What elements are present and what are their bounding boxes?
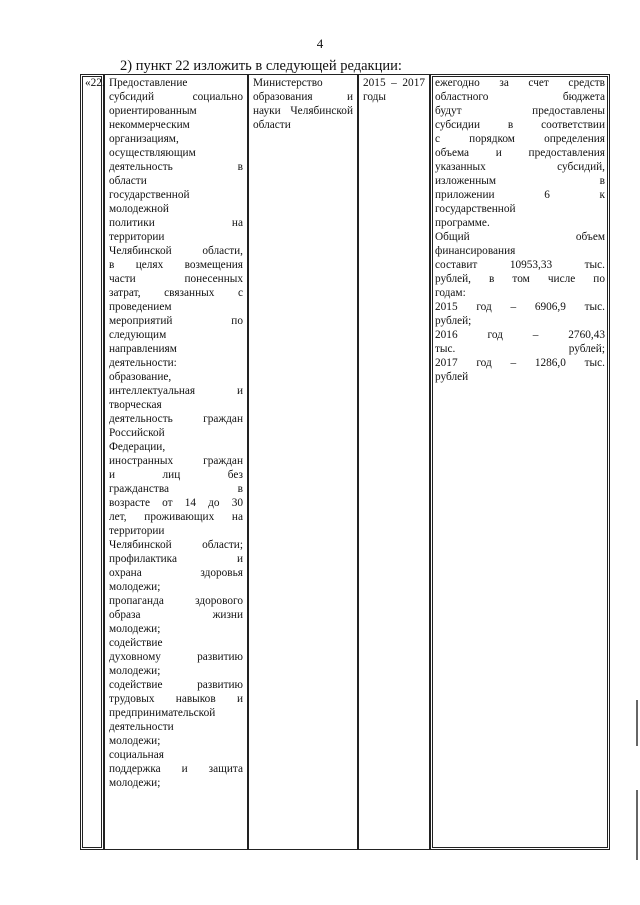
implementation-period	[363, 76, 425, 104]
funding-line: Общий объем	[435, 231, 605, 243]
description-line: в целях возмещения	[109, 259, 243, 271]
description-line: направлениям	[109, 343, 177, 355]
description-line: гражданства в	[109, 483, 243, 495]
description-line: Челябинской области;	[109, 539, 243, 551]
funding-line: составит 10953,33 тыс.	[435, 259, 605, 271]
funding-line: финансирования	[435, 245, 516, 257]
description-line: молодежи;	[109, 665, 161, 677]
description-line: политики на	[109, 217, 243, 229]
scan-edge-mark	[636, 700, 638, 746]
funding-line: указанных субсидий,	[435, 161, 605, 173]
description-line: государственной	[109, 189, 190, 201]
table-row	[80, 74, 610, 850]
description-line: ориентированным	[109, 105, 197, 117]
funding-line: объема и предоставления	[435, 147, 605, 159]
executor-line: области	[253, 119, 291, 131]
description-line: трудовых навыков и	[109, 693, 243, 705]
description-line: деятельность граждан	[109, 413, 243, 425]
description-line: Предоставление	[109, 77, 188, 89]
description-line: молодежи;	[109, 735, 161, 747]
description-line: деятельности:	[109, 357, 177, 369]
description-line: проведением	[109, 301, 172, 313]
description-line: пропаганда здорового	[109, 595, 243, 607]
funding-line: рублей;	[435, 315, 472, 327]
measure-description	[109, 76, 243, 790]
funding-line: областного бюджета	[435, 91, 605, 103]
description-line: охрана здоровья	[109, 567, 243, 579]
description-line: духовному развитию	[109, 651, 243, 663]
scan-edge-mark	[636, 790, 638, 860]
funding-line: изложенным в	[435, 175, 605, 187]
executor-line: Министерство	[253, 77, 323, 89]
funding-cell	[430, 74, 610, 850]
description-line: возрасте от 14 до 30	[109, 497, 243, 509]
description-line: некоммерческим	[109, 119, 190, 131]
description-line: Федерации,	[109, 441, 166, 453]
executor-line: науки Челябинской	[253, 105, 353, 117]
description-line: деятельность в	[109, 161, 243, 173]
description-line: субсидий социально	[109, 91, 243, 103]
description-line: предпринимательской	[109, 707, 216, 719]
description-line: осуществляющим	[109, 147, 196, 159]
responsible-executor	[253, 76, 353, 132]
funding-line: с порядком определения	[435, 133, 605, 145]
page-number: 4	[316, 36, 324, 51]
description-line: мероприятий по	[109, 315, 243, 327]
description-line: лет, проживающих на	[109, 511, 243, 523]
funding-line: программе.	[435, 217, 490, 229]
description-line: затрат, связанных с	[109, 287, 243, 299]
description-line: и лиц без	[109, 469, 243, 481]
funding-line: субсидии в соответствии	[435, 119, 605, 131]
description-line: социальная	[109, 749, 164, 761]
description-line: молодежи;	[109, 777, 161, 789]
period-line: 2015 – 2017	[363, 77, 425, 89]
description-line: творческая	[109, 399, 162, 411]
funding-line: годам:	[435, 287, 466, 299]
amendment-table	[80, 74, 610, 850]
executor-cell	[248, 74, 358, 850]
description-line: территории	[109, 231, 165, 243]
period-line: годы	[363, 91, 387, 103]
description-line: следующим	[109, 329, 167, 341]
funding-line: приложении 6 к	[435, 189, 605, 201]
description-line: Российской	[109, 427, 165, 439]
description-line: территории	[109, 525, 165, 537]
amendment-intro: 2) пункт 22 изложить в следующей редакции:	[120, 58, 402, 74]
description-line: части понесенных	[109, 273, 243, 285]
description-line: молодежной	[109, 203, 169, 215]
description-line: поддержка и защита	[109, 763, 243, 775]
funding-line: 2017 год – 1286,0 тыс.	[435, 357, 605, 369]
funding-line: ежегодно за счет средств	[435, 77, 605, 89]
description-cell	[104, 74, 248, 850]
funding-line: государственной	[435, 203, 516, 215]
description-line: молодежи;	[109, 623, 161, 635]
description-line: содействие развитию	[109, 679, 243, 691]
funding-line: будут предоставлены	[435, 105, 605, 117]
description-line: деятельности	[109, 721, 174, 733]
description-line: образование,	[109, 371, 172, 383]
item-number: «22.	[85, 77, 105, 89]
description-line: содействие	[109, 637, 163, 649]
description-line: иностранных граждан	[109, 455, 243, 467]
period-cell	[358, 74, 430, 850]
description-line: Челябинской области,	[109, 245, 243, 257]
description-line: молодежи;	[109, 581, 161, 593]
funding-line: 2016 год – 2760,43	[435, 329, 605, 341]
description-line: интеллектуальная и	[109, 385, 243, 397]
description-line: области	[109, 175, 147, 187]
funding-line: рублей	[435, 371, 469, 383]
executor-line: образования и	[253, 91, 353, 103]
funding-description	[435, 76, 605, 384]
funding-line: 2015 год – 6906,9 тыс.	[435, 301, 605, 313]
funding-line: тыс. рублей;	[435, 343, 605, 355]
item-number-cell	[80, 74, 104, 850]
description-line: образа жизни	[109, 609, 243, 621]
description-line: профилактика и	[109, 553, 243, 565]
description-line: организациям,	[109, 133, 179, 145]
funding-line: рублей, в том числе по	[435, 273, 605, 285]
